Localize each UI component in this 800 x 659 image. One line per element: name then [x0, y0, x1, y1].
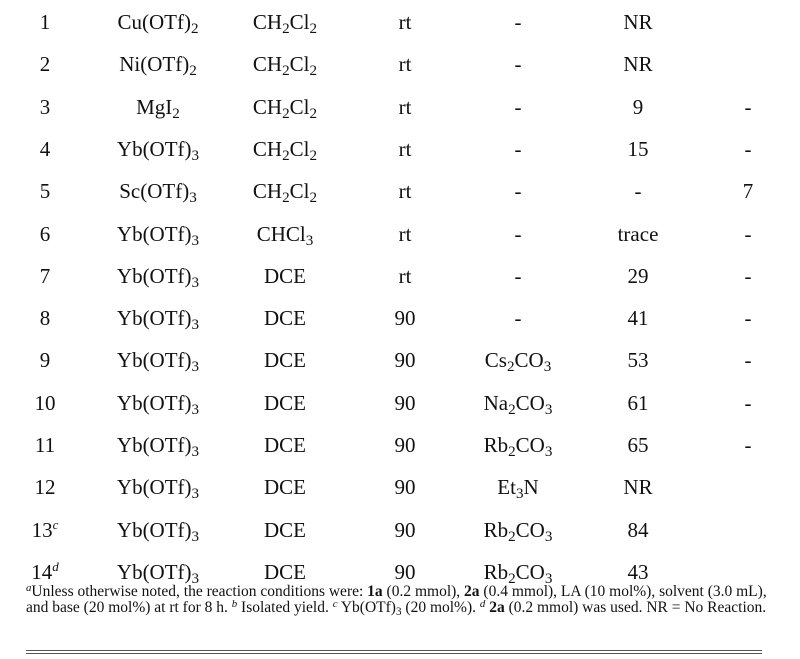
- cell-yield: 29: [627, 263, 649, 288]
- cell-temp: 90: [394, 517, 416, 542]
- cell-solvent: DCE: [264, 433, 306, 457]
- cell-base: -: [514, 221, 522, 246]
- cell-yield: 9: [632, 94, 644, 119]
- cell-extra: -: [744, 94, 752, 119]
- cell-entry: 10: [34, 390, 56, 415]
- table-row: [0, 264, 800, 304]
- cell-yield: 84: [627, 517, 649, 542]
- table-row: [0, 475, 800, 515]
- cell-solvent: DCE: [264, 475, 306, 500]
- cell-solvent: DCE: [264, 390, 306, 415]
- cell-base: -: [514, 94, 522, 119]
- cell-la: $Yb(OTf)_3$: [116, 475, 200, 503]
- cell-solvent: $CH_2Cl_2$: [252, 136, 318, 164]
- cell-temp: rt: [398, 136, 412, 161]
- cell-solvent: $CH_2Cl_2$: [252, 179, 318, 206]
- cell-la: $Yb(OTf)_3$: [116, 390, 200, 418]
- cell-entry: 1: [39, 10, 51, 34]
- cell-base: $Et_3N$: [497, 475, 539, 503]
- cell-la: $Yb(OTf)_3$: [116, 517, 200, 545]
- cell-base: -: [514, 179, 522, 204]
- cell-yield: 41: [627, 306, 649, 331]
- cell-entry: 9: [39, 348, 51, 373]
- cell-yield: -: [634, 179, 642, 204]
- table-row: [0, 52, 800, 92]
- cell-base: $Rb_2CO_3$: [483, 559, 553, 587]
- cell-extra: -: [744, 263, 752, 288]
- footnote-mark-d: d: [479, 598, 486, 611]
- cell-solvent: DCE: [264, 306, 306, 331]
- cell-base: -: [514, 263, 522, 288]
- cell-temp: rt: [398, 179, 412, 204]
- cell-yield: 53: [627, 348, 649, 373]
- table-row: [0, 222, 800, 262]
- cell-temp: 90: [394, 475, 416, 500]
- cell-extra: -: [744, 221, 752, 246]
- cell-solvent: CHCl$_3$: [256, 221, 314, 249]
- cell-entry: 8: [39, 306, 51, 331]
- cell-entry: 14$^d$: [31, 559, 59, 584]
- cell-base: -: [514, 52, 522, 77]
- cell-yield: 43: [627, 559, 649, 584]
- table-bottom-rule: [26, 650, 762, 651]
- cell-la: $Yb(OTf)_3$: [116, 136, 200, 164]
- table-row: [0, 518, 800, 558]
- table-footnote: $^a$Unless otherwise noted, the reaction conditions were: 1a (0.2 mmol), 2a (0.4 mmol), LA (10 mol%), solvent (3.0 mL), and base (20 mol%) at rt for 8 h. $^b$ Isolated yield. $^c$ $Yb(OTf)_3$ (20 mol%). $^d$ 2a (0.2 mmol) was used. NR = No Reaction.: [26, 582, 767, 618]
- cell-extra: -: [744, 390, 752, 415]
- table-bottom-rule-2: [26, 653, 762, 654]
- cell-yield: 65: [627, 433, 649, 457]
- cell-base: -: [514, 10, 522, 34]
- cell-entry: 11: [34, 433, 56, 457]
- cell-la: MgI$_2$: [136, 94, 180, 122]
- cell-entry: 6: [39, 221, 51, 246]
- cell-yield: 61: [627, 390, 649, 415]
- cell-extra: -: [744, 136, 752, 161]
- cell-base: -: [514, 306, 522, 331]
- cell-entry: 5: [39, 179, 51, 204]
- cell-temp: 90: [394, 559, 416, 584]
- cell-yield: NR: [623, 52, 653, 77]
- cell-temp: 90: [394, 306, 416, 331]
- cell-solvent: DCE: [264, 559, 306, 584]
- cell-solvent: $CH_2Cl_2$: [252, 10, 318, 37]
- cell-la: $Yb(OTf)_3$: [116, 348, 200, 376]
- cell-la: $Cu(OTf)_2$: [117, 10, 199, 37]
- cell-la: $Yb(OTf)_3$: [116, 559, 200, 587]
- cell-entry: 7: [39, 263, 51, 288]
- cell-yield: trace: [617, 221, 659, 246]
- cell-solvent: DCE: [264, 348, 306, 373]
- cell-temp: 90: [394, 433, 416, 457]
- cell-temp: 90: [394, 390, 416, 415]
- cell-la: $Yb(OTf)_3$: [116, 263, 200, 291]
- cell-entry: 12: [34, 475, 56, 500]
- table-row: [0, 433, 800, 473]
- cell-base: $Rb_2CO_3$: [483, 517, 553, 545]
- cell-yield: NR: [623, 475, 653, 500]
- cell-entry: 2: [39, 52, 51, 77]
- cell-extra: 7: [742, 179, 754, 204]
- cell-extra: -: [744, 306, 752, 331]
- cell-temp: rt: [398, 94, 412, 119]
- cell-temp: rt: [398, 221, 412, 246]
- footnote-mark-b: b: [231, 598, 238, 611]
- footnote-mark-a: a: [26, 582, 32, 595]
- cell-base: $Na_2CO_3$: [483, 390, 553, 418]
- cell-la: $Yb(OTf)_3$: [116, 306, 200, 333]
- cell-temp: 90: [394, 348, 416, 373]
- cell-extra: -: [744, 348, 752, 373]
- cell-solvent: $CH_2Cl_2$: [252, 94, 318, 122]
- table-row: [0, 95, 800, 135]
- table-row: [0, 391, 800, 431]
- cell-base: $Rb_2CO_3$: [483, 433, 553, 460]
- cell-solvent: $CH_2Cl_2$: [252, 52, 318, 80]
- table-row: [0, 348, 800, 388]
- cell-yield: 15: [627, 136, 649, 161]
- cell-temp: rt: [398, 52, 412, 77]
- cell-la: $Yb(OTf)_3$: [116, 221, 200, 249]
- table-row: [0, 179, 800, 219]
- cell-entry: 3: [39, 94, 51, 119]
- cell-entry: 4: [39, 136, 51, 161]
- table-row: [0, 137, 800, 177]
- cell-temp: rt: [398, 263, 412, 288]
- table-row: [0, 306, 800, 346]
- cell-temp: rt: [398, 10, 412, 34]
- cell-la: $Sc(OTf)_3$: [119, 179, 197, 206]
- cell-solvent: DCE: [264, 517, 306, 542]
- cell-entry: 13$^c$: [31, 516, 59, 542]
- table-row: [0, 10, 800, 50]
- footnote-mark-c: c: [332, 598, 338, 611]
- cell-base: -: [514, 136, 522, 161]
- cell-base: $Cs_2CO_3$: [484, 348, 552, 376]
- cell-solvent: DCE: [264, 263, 306, 288]
- cell-yield: NR: [623, 10, 653, 34]
- cell-la: $Ni(OTf)_2$: [119, 52, 197, 80]
- cell-la: $Yb(OTf)_3$: [116, 433, 200, 460]
- cell-extra: -: [744, 433, 752, 457]
